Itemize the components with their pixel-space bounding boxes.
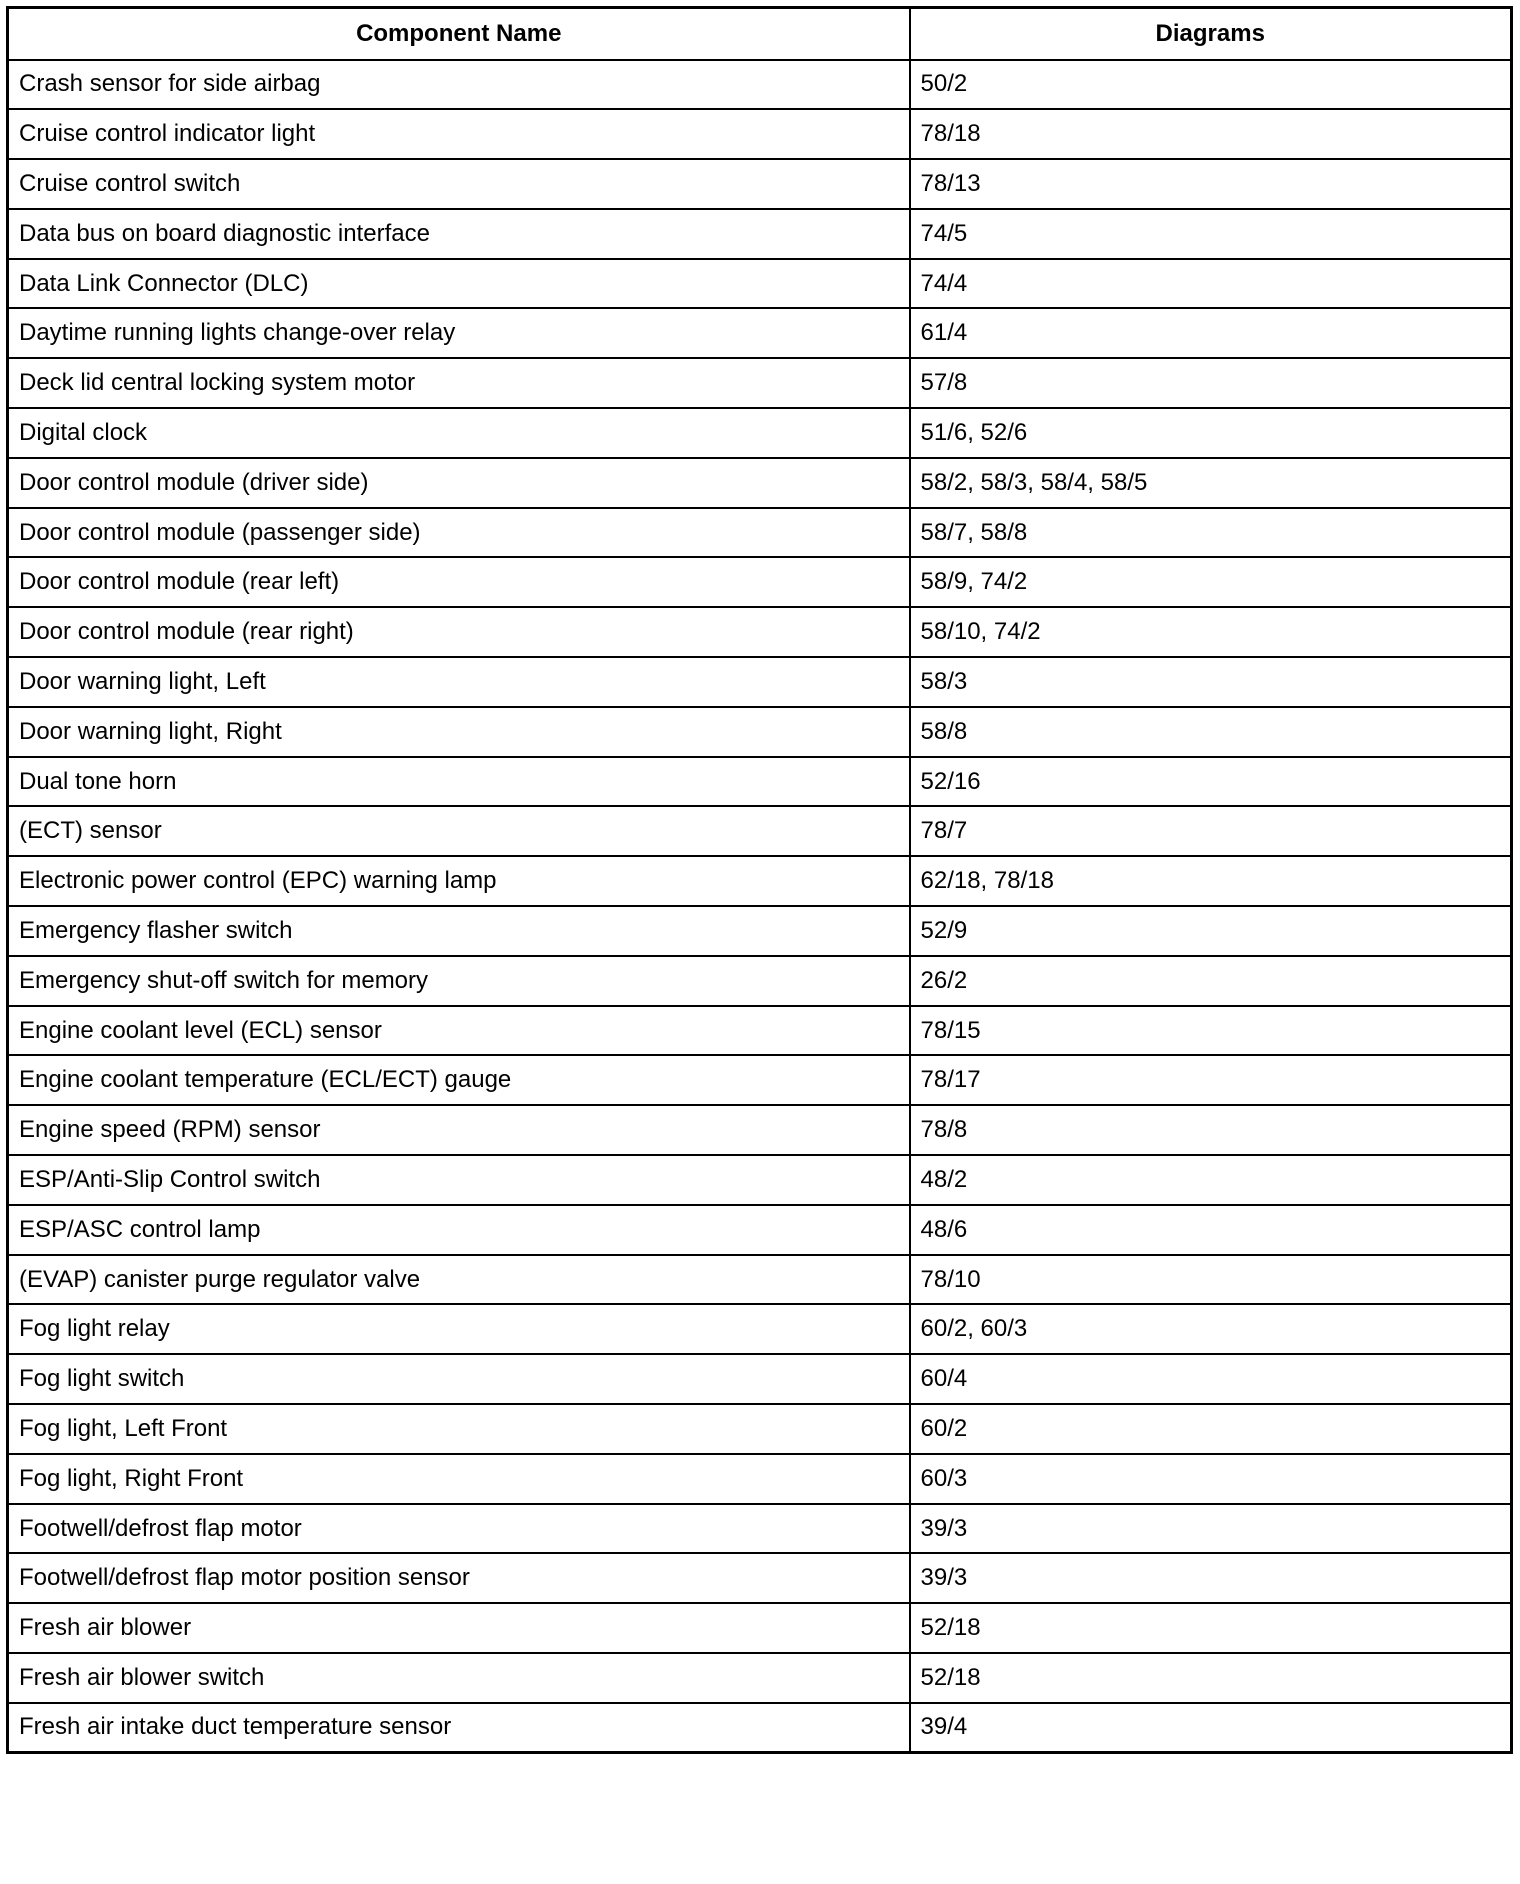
component-name-cell: Fresh air blower	[8, 1603, 910, 1653]
component-name-cell: Door warning light, Left	[8, 657, 910, 707]
component-name-cell: Door control module (passenger side)	[8, 508, 910, 558]
diagrams-cell: 78/10	[910, 1255, 1512, 1305]
table-row	[8, 906, 1512, 956]
diagrams-cell: 78/15	[910, 1006, 1512, 1056]
component-name-cell: Door control module (rear right)	[8, 607, 910, 657]
diagrams-cell: 52/9	[910, 906, 1512, 956]
table-row	[8, 1404, 1512, 1454]
component-name-cell: Engine coolant level (ECL) sensor	[8, 1006, 910, 1056]
diagrams-cell: 74/4	[910, 259, 1512, 309]
table-row	[8, 508, 1512, 558]
component-name-cell: Door control module (driver side)	[8, 458, 910, 508]
table-row	[8, 1304, 1512, 1354]
diagrams-cell: 58/8	[910, 707, 1512, 757]
component-name-cell: Cruise control switch	[8, 159, 910, 209]
diagrams-cell: 39/4	[910, 1703, 1512, 1753]
diagrams-cell: 52/16	[910, 757, 1512, 807]
component-name-cell: Emergency shut-off switch for memory	[8, 956, 910, 1006]
diagrams-cell: 60/3	[910, 1454, 1512, 1504]
component-name-cell: Data Link Connector (DLC)	[8, 259, 910, 309]
diagrams-cell: 62/18, 78/18	[910, 856, 1512, 906]
table-row	[8, 607, 1512, 657]
diagrams-cell: 60/4	[910, 1354, 1512, 1404]
component-name-cell: Electronic power control (EPC) warning lamp	[8, 856, 910, 906]
table-body	[8, 60, 1512, 1753]
component-name-cell: Digital clock	[8, 408, 910, 458]
diagrams-cell: 60/2, 60/3	[910, 1304, 1512, 1354]
table-row	[8, 159, 1512, 209]
table-row	[8, 1155, 1512, 1205]
diagrams-cell: 78/13	[910, 159, 1512, 209]
component-name-cell: Engine speed (RPM) sensor	[8, 1105, 910, 1155]
component-name-cell: Footwell/defrost flap motor position sensor	[8, 1553, 910, 1603]
component-name-cell: Footwell/defrost flap motor	[8, 1504, 910, 1554]
table-row	[8, 1055, 1512, 1105]
table-row	[8, 1603, 1512, 1653]
diagrams-cell: 78/7	[910, 806, 1512, 856]
table-header-row	[8, 8, 1512, 60]
table-row	[8, 757, 1512, 807]
table-row	[8, 209, 1512, 259]
table-row	[8, 707, 1512, 757]
column-header-component-name: Component Name	[8, 8, 910, 60]
diagrams-cell: 48/6	[910, 1205, 1512, 1255]
diagrams-cell: 52/18	[910, 1653, 1512, 1703]
diagrams-cell: 51/6, 52/6	[910, 408, 1512, 458]
component-name-cell: Engine coolant temperature (ECL/ECT) gauge	[8, 1055, 910, 1105]
table-row	[8, 358, 1512, 408]
diagrams-cell: 57/8	[910, 358, 1512, 408]
table-row	[8, 60, 1512, 110]
diagrams-cell: 50/2	[910, 60, 1512, 110]
component-name-cell: Emergency flasher switch	[8, 906, 910, 956]
component-name-cell: Deck lid central locking system motor	[8, 358, 910, 408]
table-row	[8, 1255, 1512, 1305]
diagrams-cell: 58/3	[910, 657, 1512, 707]
component-name-cell: Fresh air intake duct temperature sensor	[8, 1703, 910, 1753]
table-row	[8, 458, 1512, 508]
component-name-cell: Fog light, Right Front	[8, 1454, 910, 1504]
table-row	[8, 1504, 1512, 1554]
diagrams-cell: 52/18	[910, 1603, 1512, 1653]
component-name-cell: Fog light relay	[8, 1304, 910, 1354]
diagrams-cell: 78/17	[910, 1055, 1512, 1105]
table-row	[8, 657, 1512, 707]
table-row	[8, 109, 1512, 159]
table-row	[8, 1653, 1512, 1703]
table-row	[8, 1553, 1512, 1603]
diagrams-cell: 39/3	[910, 1504, 1512, 1554]
table-row	[8, 856, 1512, 906]
table-row	[8, 1354, 1512, 1404]
table-row	[8, 259, 1512, 309]
diagrams-cell: 58/7, 58/8	[910, 508, 1512, 558]
component-name-cell: Fog light switch	[8, 1354, 910, 1404]
diagrams-cell: 58/2, 58/3, 58/4, 58/5	[910, 458, 1512, 508]
diagrams-cell: 58/10, 74/2	[910, 607, 1512, 657]
diagrams-cell: 74/5	[910, 209, 1512, 259]
diagrams-cell: 78/8	[910, 1105, 1512, 1155]
table-row	[8, 1006, 1512, 1056]
component-name-cell: (EVAP) canister purge regulator valve	[8, 1255, 910, 1305]
component-name-cell: Door control module (rear left)	[8, 557, 910, 607]
column-header-diagrams: Diagrams	[910, 8, 1512, 60]
component-name-cell: (ECT) sensor	[8, 806, 910, 856]
diagrams-cell: 61/4	[910, 308, 1512, 358]
diagrams-cell: 58/9, 74/2	[910, 557, 1512, 607]
component-name-cell: Daytime running lights change-over relay	[8, 308, 910, 358]
component-name-cell: Fog light, Left Front	[8, 1404, 910, 1454]
table-row	[8, 557, 1512, 607]
table-row	[8, 1205, 1512, 1255]
table-row	[8, 1454, 1512, 1504]
table-row	[8, 308, 1512, 358]
component-name-cell: Crash sensor for side airbag	[8, 60, 910, 110]
component-diagram-table	[6, 6, 1513, 1754]
component-name-cell: ESP/ASC control lamp	[8, 1205, 910, 1255]
table-row	[8, 806, 1512, 856]
table-row	[8, 956, 1512, 1006]
component-name-cell: Dual tone horn	[8, 757, 910, 807]
diagrams-cell: 48/2	[910, 1155, 1512, 1205]
component-name-cell: Cruise control indicator light	[8, 109, 910, 159]
table-row	[8, 1105, 1512, 1155]
component-name-cell: ESP/Anti-Slip Control switch	[8, 1155, 910, 1205]
component-name-cell: Data bus on board diagnostic interface	[8, 209, 910, 259]
diagrams-cell: 26/2	[910, 956, 1512, 1006]
component-name-cell: Door warning light, Right	[8, 707, 910, 757]
component-name-cell: Fresh air blower switch	[8, 1653, 910, 1703]
table-row	[8, 1703, 1512, 1753]
diagrams-cell: 39/3	[910, 1553, 1512, 1603]
diagrams-cell: 60/2	[910, 1404, 1512, 1454]
table-row	[8, 408, 1512, 458]
diagrams-cell: 78/18	[910, 109, 1512, 159]
